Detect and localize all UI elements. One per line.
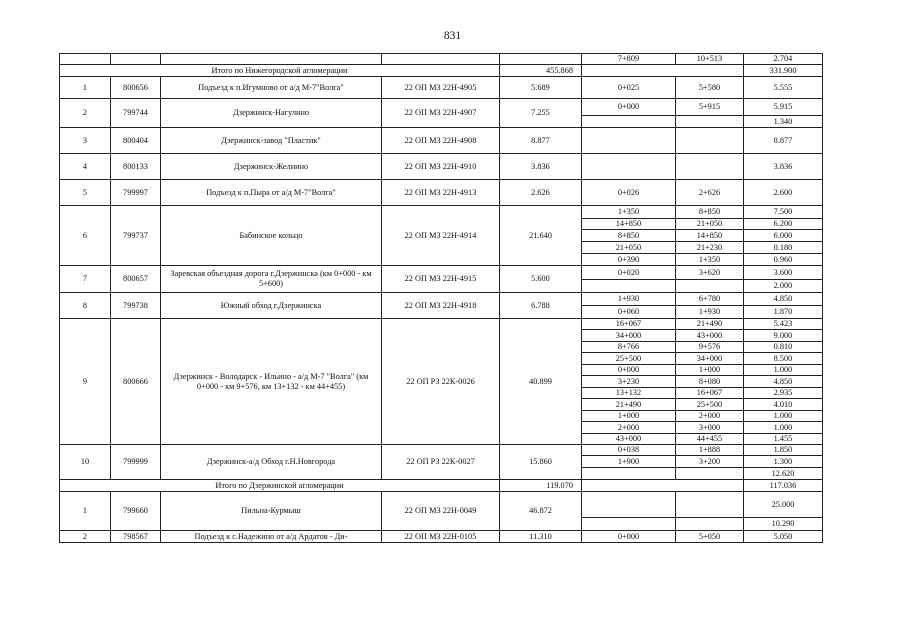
segment-length-cell: 1.000 (744, 422, 823, 434)
segment-length-cell: 8.500 (744, 353, 823, 365)
empty-cell (582, 65, 744, 77)
km-to-cell: 5+580 (676, 77, 744, 99)
segment-length-cell: 1.870 (744, 306, 823, 319)
road-id-cell: 22 ОП РЗ 22К-0027 (382, 445, 500, 480)
road-code-cell: 799737 (111, 206, 161, 266)
subtotal-length: 455.868 (500, 65, 582, 77)
segment-length-cell: 2.000 (744, 280, 823, 293)
table-row (60, 154, 823, 180)
table-row (60, 99, 823, 116)
road-length-cell: 11.310 (500, 531, 582, 543)
km-from-cell (582, 116, 676, 128)
km-to-cell: 14+850 (676, 230, 744, 242)
road-length-cell: 7.255 (500, 99, 582, 128)
km-from-cell: 3+230 (582, 376, 676, 388)
segment-length-cell: 9.000 (744, 330, 823, 342)
empty-cell (161, 54, 382, 65)
segment-length-cell: 4.850 (744, 293, 823, 306)
km-from-cell: 14+850 (582, 219, 676, 230)
segment-length-cell: 1.000 (744, 365, 823, 376)
road-id-cell: 22 ОП МЗ 22Н-4910 (382, 154, 500, 180)
km-to-cell: 25+500 (676, 399, 744, 411)
km-from-cell: 0+000 (582, 99, 676, 116)
km-to-cell: 10+513 (676, 54, 744, 65)
row-number-cell: 2 (60, 531, 111, 543)
row-number-cell: 7 (60, 266, 111, 293)
empty-cell (111, 54, 161, 65)
road-code-cell: 799999 (111, 445, 161, 480)
segment-length-cell: 8.877 (744, 128, 823, 154)
km-from-cell (582, 280, 676, 293)
road-code-cell: 800404 (111, 128, 161, 154)
road-length-cell: 40.899 (500, 319, 582, 445)
row-number-cell: 1 (60, 492, 111, 531)
road-code-cell: 798567 (111, 531, 161, 543)
table-row (60, 445, 823, 456)
road-id-cell: 22 ОП МЗ 22Н-4908 (382, 128, 500, 154)
row-number-cell: 4 (60, 154, 111, 180)
road-length-cell: 5.689 (500, 77, 582, 99)
km-to-cell: 1+888 (676, 445, 744, 456)
km-from-cell: 8+850 (582, 230, 676, 242)
table-row (60, 206, 823, 219)
km-to-cell: 2+626 (676, 180, 744, 206)
table-row (60, 77, 823, 99)
km-to-cell: 21+050 (676, 219, 744, 230)
road-length-cell: 6.788 (500, 293, 582, 319)
km-to-cell: 5+915 (676, 99, 744, 116)
road-length-cell: 15.860 (500, 445, 582, 480)
road-code-cell: 800657 (111, 266, 161, 293)
km-to-cell: 1+350 (676, 254, 744, 266)
road-id-cell: 22 ОП МЗ 22Н-4914 (382, 206, 500, 266)
road-length-cell: 2.626 (500, 180, 582, 206)
table-row (60, 128, 823, 154)
km-to-cell: 3+620 (676, 266, 744, 280)
segment-length-cell: 25.000 (744, 492, 823, 518)
segment-length-cell: 0.810 (744, 342, 823, 353)
segment-length-cell: 12.620 (744, 468, 823, 480)
km-from-cell: 1+000 (582, 411, 676, 422)
km-from-cell: 43+000 (582, 434, 676, 445)
road-id-cell: 22 ОП МЗ 22Н-4913 (382, 180, 500, 206)
empty-cell (382, 54, 500, 65)
table-row (60, 180, 823, 206)
table-row (60, 266, 823, 280)
segment-length-cell: 5.555 (744, 77, 823, 99)
table-row (60, 293, 823, 306)
km-to-cell: 16+067 (676, 388, 744, 399)
road-length-cell: 21.640 (500, 206, 582, 266)
road-id-cell: 22 ОП МЗ 22Н-4905 (382, 77, 500, 99)
page-number: 831 (443, 30, 462, 42)
road-code-cell: 800656 (111, 77, 161, 99)
table-row (60, 531, 823, 543)
km-to-cell (676, 280, 744, 293)
subtotal-sum: 117.036 (744, 480, 823, 492)
segment-length-cell: 6.200 (744, 219, 823, 230)
segment-length-cell: 0.180 (744, 242, 823, 254)
road-code-cell: 799738 (111, 293, 161, 319)
empty-cell (60, 54, 111, 65)
road-length-cell: 8.877 (500, 128, 582, 154)
km-to-cell: 3+000 (676, 422, 744, 434)
segment-length-cell: 4.850 (744, 376, 823, 388)
road-name-cell: Южный обход г.Дзержинска (161, 293, 382, 319)
km-from-cell: 16+067 (582, 319, 676, 330)
km-from-cell: 2+000 (582, 422, 676, 434)
km-to-cell: 3+200 (676, 456, 744, 468)
km-from-cell (582, 492, 676, 518)
km-from-cell (582, 468, 676, 480)
road-id-cell: 22 ОП РЗ 22К-0026 (382, 319, 500, 445)
km-from-cell: 8+766 (582, 342, 676, 353)
empty-cell (500, 54, 582, 65)
road-code-cell: 799744 (111, 99, 161, 128)
row-number-cell: 3 (60, 128, 111, 154)
km-from-cell: 0+038 (582, 445, 676, 456)
road-name-cell: Дзержинск-Нагулино (161, 99, 382, 128)
km-from-cell: 1+930 (582, 293, 676, 306)
road-name-cell: Заревская объездная дорога г.Дзержинска (км 0+000 - км 5+600) (161, 266, 382, 293)
row-number-cell: 8 (60, 293, 111, 319)
segment-length-cell: 1.340 (744, 116, 823, 128)
road-id-cell: 22 ОП МЗ 22Н-4915 (382, 266, 500, 293)
row-number-cell: 10 (60, 445, 111, 480)
subtotal-row (60, 65, 823, 77)
segment-length-cell: 2.935 (744, 388, 823, 399)
road-id-cell: 22 ОП МЗ 22Н-4907 (382, 99, 500, 128)
km-to-cell: 34+000 (676, 353, 744, 365)
segment-length-cell: 5.423 (744, 319, 823, 330)
subtotal-row (60, 480, 823, 492)
segment-length-cell: 10.290 (744, 518, 823, 531)
road-name-cell: Дзержинск-а/д Обход г.Н.Новгорода (161, 445, 382, 480)
km-to-cell: 2+000 (676, 411, 744, 422)
segment-length-cell: 5.050 (744, 531, 823, 543)
road-id-cell: 22 ОП МЗ 22Н-4918 (382, 293, 500, 319)
segment-length-cell: 2.600 (744, 180, 823, 206)
km-to-cell: 1+930 (676, 306, 744, 319)
segment-length-cell: 7.500 (744, 206, 823, 219)
km-from-cell: 0+020 (582, 266, 676, 280)
road-name-cell: Дзержинск-завод "Пластик" (161, 128, 382, 154)
km-from-cell (582, 128, 676, 154)
table-row (60, 492, 823, 518)
empty-cell (582, 480, 744, 492)
road-name-cell: Дзержинск-Желнино (161, 154, 382, 180)
km-to-cell: 5+050 (676, 531, 744, 543)
subtotal-label: Итого по Нижегородской агломерации (60, 65, 500, 77)
row-number-cell: 1 (60, 77, 111, 99)
segment-length-cell: 0.960 (744, 254, 823, 266)
road-name-cell: Подъезд к п.Пыра от а/д М-7"Волга" (161, 180, 382, 206)
km-to-cell (676, 518, 744, 531)
segment-length-cell: 3.836 (744, 154, 823, 180)
km-from-cell: 0+000 (582, 365, 676, 376)
road-code-cell: 800666 (111, 319, 161, 445)
km-from-cell: 0+390 (582, 254, 676, 266)
km-to-cell (676, 468, 744, 480)
road-id-cell: 22 ОП МЗ 22Н-0105 (382, 531, 500, 543)
km-to-cell: 21+490 (676, 319, 744, 330)
km-to-cell (676, 492, 744, 518)
subtotal-sum: 331.900 (744, 65, 823, 77)
road-name-cell: Дзержинск - Володарск - Ильино - а/д М-7 "Волга" (км 0+000 - км 9+576, км 13+132 - км 44+455) (161, 319, 382, 445)
row-number-cell: 5 (60, 180, 111, 206)
road-name-cell: Подъезд к с.Надежино от а/д Ардатов - Ди- (161, 531, 382, 543)
km-to-cell (676, 128, 744, 154)
km-to-cell (676, 154, 744, 180)
km-from-cell: 21+490 (582, 399, 676, 411)
segment-length-cell: 3.600 (744, 266, 823, 280)
table-row (60, 319, 823, 330)
road-length-cell: 46.872 (500, 492, 582, 531)
segment-length-cell: 6.000 (744, 230, 823, 242)
km-from-cell: 21+050 (582, 242, 676, 254)
km-to-cell: 44+455 (676, 434, 744, 445)
road-name-cell: Подъезд к п.Игумново от а/д М-7"Волга" (161, 77, 382, 99)
km-from-cell: 1+350 (582, 206, 676, 219)
km-from-cell: 0+000 (582, 531, 676, 543)
segment-length-cell: 2.704 (744, 54, 823, 65)
row-number-cell: 9 (60, 319, 111, 445)
segment-length-cell: 5.915 (744, 99, 823, 116)
road-code-cell: 800133 (111, 154, 161, 180)
road-id-cell: 22 ОП МЗ 22Н-0049 (382, 492, 500, 531)
km-to-cell: 1+000 (676, 365, 744, 376)
subtotal-length: 119.070 (500, 480, 582, 492)
road-code-cell: 799660 (111, 492, 161, 531)
road-length-cell: 5.600 (500, 266, 582, 293)
km-from-cell: 0+060 (582, 306, 676, 319)
segment-length-cell: 1.300 (744, 456, 823, 468)
km-to-cell: 6+780 (676, 293, 744, 306)
segment-length-cell: 1.000 (744, 411, 823, 422)
km-from-cell (582, 518, 676, 531)
row-number-cell: 2 (60, 99, 111, 128)
table-row (60, 54, 823, 65)
road-name-cell: Пильна-Курмыш (161, 492, 382, 531)
road-code-cell: 799997 (111, 180, 161, 206)
subtotal-label: Итого по Дзержинской агломерации (60, 480, 500, 492)
km-from-cell: 0+026 (582, 180, 676, 206)
km-to-cell: 43+000 (676, 330, 744, 342)
km-to-cell: 9+576 (676, 342, 744, 353)
segment-length-cell: 1.455 (744, 434, 823, 445)
km-from-cell: 25+500 (582, 353, 676, 365)
segment-length-cell: 1.850 (744, 445, 823, 456)
km-from-cell (582, 154, 676, 180)
km-to-cell: 21+230 (676, 242, 744, 254)
row-number-cell: 6 (60, 206, 111, 266)
km-from-cell: 0+025 (582, 77, 676, 99)
km-to-cell (676, 116, 744, 128)
road-length-cell: 3.836 (500, 154, 582, 180)
km-from-cell: 34+000 (582, 330, 676, 342)
km-from-cell: 13+132 (582, 388, 676, 399)
km-from-cell: 1+900 (582, 456, 676, 468)
road-table (59, 53, 823, 543)
km-to-cell: 8+080 (676, 376, 744, 388)
road-name-cell: Бабинское кольцо (161, 206, 382, 266)
segment-length-cell: 4.010 (744, 399, 823, 411)
km-to-cell: 8+850 (676, 206, 744, 219)
km-from-cell: 7+809 (582, 54, 676, 65)
